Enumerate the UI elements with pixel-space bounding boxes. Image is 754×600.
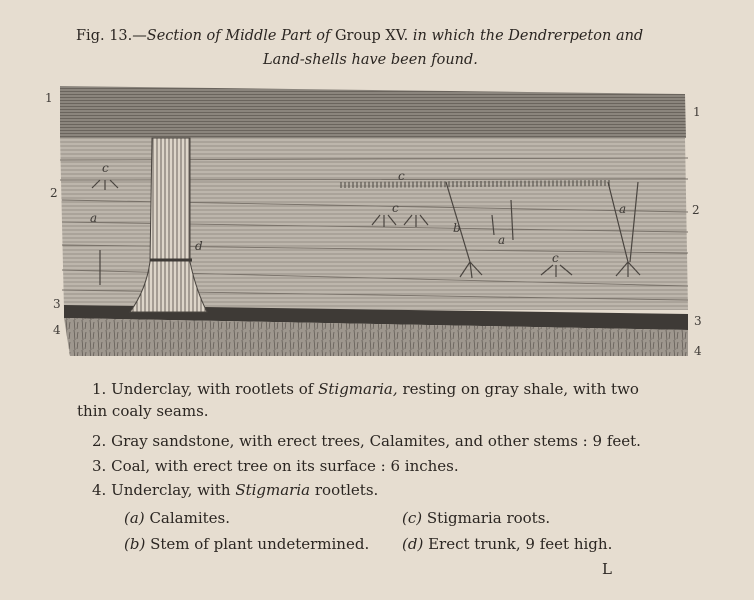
- key-d: (d) Erect trunk, 9 feet high.: [402, 535, 613, 553]
- legend-item-1: 1. Underclay, with rootlets of Stigmaria, resting on gray shale, with two: [92, 380, 639, 398]
- figure-number: Fig. 13.: [76, 28, 133, 44]
- caption-text: in which the Dendrerpeton and: [412, 28, 644, 44]
- svg-text:2: 2: [50, 186, 58, 200]
- signature-mark: L: [602, 560, 612, 578]
- caption-group: Group XV.: [334, 28, 409, 44]
- legend-item-4: 4. Underclay, with Stigmaria rootlets.: [92, 481, 379, 499]
- legend-item-2: 2. Gray sandstone, with erect trees, Calamites, and other stems : 9 feet.: [92, 432, 641, 450]
- svg-text:a: a: [90, 211, 98, 225]
- svg-text:a: a: [619, 202, 627, 216]
- legend-item-3: 3. Coal, with erect tree on its surface : 6 inches.: [92, 457, 459, 475]
- legend-item-1-cont: thin coaly seams.: [77, 402, 209, 420]
- key-c: (c) Stigmaria roots.: [402, 509, 551, 527]
- svg-text:1: 1: [45, 91, 53, 105]
- svg-text:d: d: [195, 239, 203, 253]
- svg-text:c: c: [552, 251, 559, 265]
- svg-text:b: b: [453, 221, 461, 235]
- svg-text:2: 2: [692, 203, 700, 217]
- svg-text:c: c: [398, 169, 405, 183]
- svg-text:3: 3: [694, 314, 702, 328]
- svg-text:1: 1: [693, 105, 701, 119]
- caption-text: Land-shells have been found.: [263, 52, 478, 68]
- svg-text:c: c: [102, 161, 109, 175]
- caption-text: —Section of Middle Part of: [132, 28, 331, 44]
- svg-text:4: 4: [694, 344, 702, 358]
- svg-text:a: a: [498, 233, 506, 247]
- key-b: (b) Stem of plant undetermined.: [124, 535, 370, 553]
- svg-text:4: 4: [53, 323, 61, 337]
- svg-text:c: c: [392, 201, 399, 215]
- key-a: (a) Calamites.: [124, 509, 230, 527]
- svg-text:3: 3: [53, 297, 61, 311]
- layer-1-underclay: [60, 86, 686, 138]
